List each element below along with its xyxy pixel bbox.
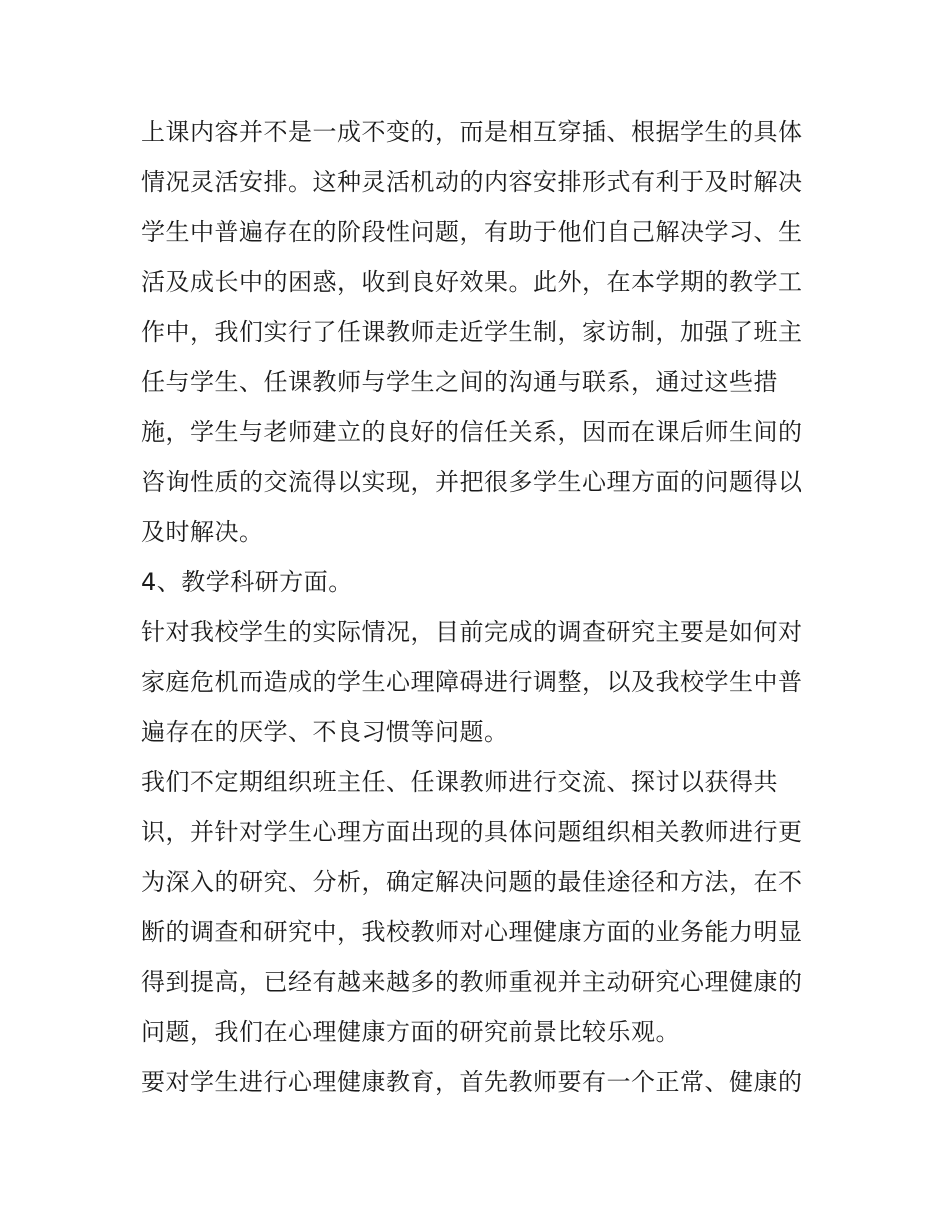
text-line-5: 作中，我们实行了任课教师走近学生制，家访制，加强了班主: [141, 318, 803, 346]
document-body: [141, 107, 813, 1107]
text-line-1: 上课内容并不是一成不变的，而是相互穿插、根据学生的具体: [141, 118, 803, 146]
text-line-7: 施，学生与老师建立的良好的信任关系，因而在课后师生间的: [141, 418, 803, 446]
text-line-20: 要对学生进行心理健康教育，首先教师要有一个正常、健康的: [141, 1068, 803, 1096]
text-line-18: 得到提高，已经有越来越多的教师重视并主动研究心理健康的: [141, 968, 803, 996]
text-line-15: 识，并针对学生心理方面出现的具体问题组织相关教师进行更: [141, 818, 803, 846]
text-line-6: 任与学生、任课教师与学生之间的沟通与联系，通过这些措: [141, 368, 778, 396]
text-line-12: 家庭危机而造成的学生心理障碍进行调整，以及我校学生中普: [141, 668, 803, 696]
text-line-11: 针对我校学生的实际情况，目前完成的调查研究主要是如何对: [141, 618, 803, 646]
text-line-19: 问题，我们在心理健康方面的研究前景比较乐观。: [141, 1018, 680, 1046]
text-line-9: 及时解决。: [141, 518, 264, 546]
text-line-14: 我们不定期组织班主任、任课教师进行交流、探讨以获得共: [141, 768, 778, 796]
section-heading: 4、教学科研方面。: [141, 568, 353, 596]
text-line-2: 情况灵活安排。这种灵活机动的内容安排形式有利于及时解决: [141, 168, 803, 196]
text-line-8: 咨询性质的交流得以实现，并把很多学生心理方面的问题得以: [141, 468, 803, 496]
text-line-4: 活及成长中的困惑，收到良好效果。此外，在本学期的教学工: [141, 268, 803, 296]
text-line-13: 遍存在的厌学、不良习惯等问题。: [141, 718, 509, 746]
text-line-3: 学生中普遍存在的阶段性问题，有助于他们自己解决学习、生: [141, 218, 803, 246]
text-line-17: 断的调查和研究中，我校教师对心理健康方面的业务能力明显: [141, 918, 803, 946]
text-line-16: 为深入的研究、分析，确定解决问题的最佳途径和方法，在不: [141, 868, 803, 896]
